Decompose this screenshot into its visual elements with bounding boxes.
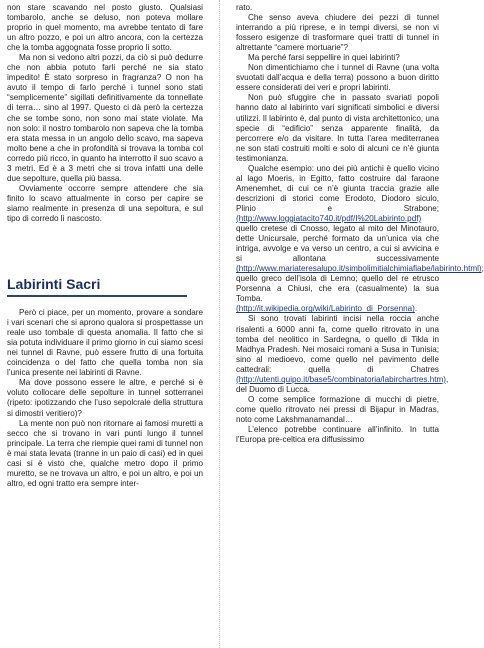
section-spacer: [7, 224, 203, 255]
text-run: .: [414, 304, 418, 314]
paragraph: Non dimentichiamo che i tunnel di Ravne (una volta svuotati dall’acqua e della terra) possono a buon diritto essere considerati dei veri e propri labirinti.: [236, 63, 439, 93]
paragraph: rato.: [236, 3, 253, 12]
column-divider: [219, 0, 220, 648]
paragraph: La mente non può non ritornare ai famosi muretti a secco che si trovano in vari punti lungo il tunnel principale. La terra che riempie quei rami di tunnel non è mai stata levata (tranne in un paio di casi) ed in quei casi si è visto che, qualche metro dopo il primo muretto, se ne trovava un altro, e poi un altro, e poi un altro, ed ogni tratto era sempre inter-: [7, 418, 204, 488]
link-labirinto-pdf[interactable]: (http://www.loggiatacito740.it/pdf/I%20Labirinto.pdf): [236, 213, 422, 223]
paragraph: Che senso aveva chiudere dei pezzi di tunnel interrando a più riprese, e in tempi diversi, se non vi fossero esigenze di trasformare quei tratti di tunnel in altrettante “camere mortuarie”?: [236, 13, 439, 53]
text-run: quello cretese di Cnosso, legato al mito del Minotauro, dette Unicursale, perché formato da un’unica via che intriga, avvolge e va verso un centro, a cui si avvicina e si allontana successivamente: [236, 224, 439, 264]
paragraph: L’elenco potrebbe continuare all’infinito. In tutta l’Europa pre-celtica era diffusissimo: [236, 424, 439, 445]
paragraph: Ma dove possono essere le altre, e perché si è voluto collocare delle sepolture in tunnel sotterranei (ripeto: ipotizzando che l’uso sepolcrale della struttura si dimostri veritiero)?: [7, 378, 203, 418]
paragraph: Non può sfuggire che in passato svariati popoli hanno dato al labirinto vari significati simbolici e diversi utilizzi. Il labirinto è, dal punto di vista architettonico, una specie di “edificio” senza apparente finalità, da percorrere e/o da visitare. In tutta l’area mediterranea ne son stati costruiti molti e solo di alcuni ce n’è giunta testimonianza.: [236, 93, 439, 163]
right-column: [236, 3, 484, 445]
text-run: , del Duomo di Lucca.: [236, 374, 449, 394]
paragraph: Ma non si vedono altri pozzi, da ciò si può dedurre che non abbia potuto farli perché ne sia stato impedito! È stato sorpreso in fragranza? O non ha avuto il tempo di farlo perché i tunnel sono stati “semplicemente” sigillati definitivamente da tonnellate di terra… sino al 1997. Questo ci dà però la certezza che se tombe sono, non sono mai state violate. Ma non solo: il nostro tombarolo non sapeva che la tomba era stata messa in un angolo dello scavo, ma sapeva molto bene a che in profondità si trovava la tomba col corredo più ricco, in quanto ha interrotto il suo scavo a 3 metri. Ed è a 3 metri che si trova infatti una delle due sepolture, quella più bassa.: [7, 53, 203, 183]
text-run: ; quello greco dell’isola di Lemno; quello del re etrusco Porsenna a Chiusi, che era (casualmente) la sua Tomba.: [236, 264, 484, 304]
paragraph-rock-labyrinths: [236, 314, 449, 394]
paragraph-examples: [236, 163, 484, 315]
paragraph: non stare scavando nel posto giusto. Qualsiasi tombarolo, anche se deluso, non poteva mollare proprio in quel momento, ma avrebbe tentato di fare un altro pozzo, e poi un altro ancora, con la certezza che la tomba aggognata fosse proprio lì sotto.: [7, 3, 203, 53]
left-column: [7, 3, 203, 489]
text-run: Qualche esempio: uno dei più antichi è quello vicino al lago Moeris, in Egitto, fatto costruire dal faraone Amenemhet, di cui ce n’è giunta traccia grazie alle descrizioni di storici come Erodoto, Diodoro siculo, Plinio e Strabone;: [236, 163, 439, 213]
paragraph: Però ci piace, per un momento, provare a sondare i vari scenari che si aprono qualora si prospettasse un reale uso tombale di questa anomalia. Il fatto che si sia potuta individuare il primo giorno in cui siamo scesi nei tunnel di Ravne, può essere frutto di una fortuita coincidenza o del fatto che quella tomba non sia l’unica presente nei labirinti di Ravne.: [7, 308, 203, 378]
link-labirinto-simboli[interactable]: (http://www.mariateresalupo.it/simbolimitialchimiafiabe/labirinto.html): [236, 264, 482, 274]
paragraph: Ma perché farsi seppellire in quei labirinti?: [248, 53, 400, 63]
link-chartres[interactable]: (http://utenti.quipo.it/base5/combinatoria/labirchartres.htm): [236, 374, 447, 384]
section-heading: Labirinti Sacri: [7, 276, 101, 293]
section-heading-block: [7, 276, 203, 297]
text-run: Si sono trovati labirinti incisi nella roccia anche risalenti a 6000 anni fa, come quello ritrovato in una tomba del neolitico in Sardegna, o quello di Tikla in Madhya Pradesh. Nei mosaici romani a Susa in Tunisia; sino al medioevo, come quello nel pavimento delle cattedrali: quella di Chatres: [236, 314, 439, 374]
paragraph: Ovviamente occorre sempre attendere che sia finito lo scavo attualmente in corso per capire se siamo realmente in presenza di una sepoltura, e sul tipo di corredo lì nascosto.: [7, 183, 203, 223]
paragraph: O come semplice formazione di mucchi di pietre, come quello ritrovato nei pressi di Bijapur in Madras, noto come Lakshmanamandal…: [236, 394, 439, 424]
heading-underline: [7, 295, 187, 297]
link-wikipedia-porsenna[interactable]: (http://it.wikipedia.org/wiki/Labirinto_di_Porsenna): [236, 304, 415, 314]
